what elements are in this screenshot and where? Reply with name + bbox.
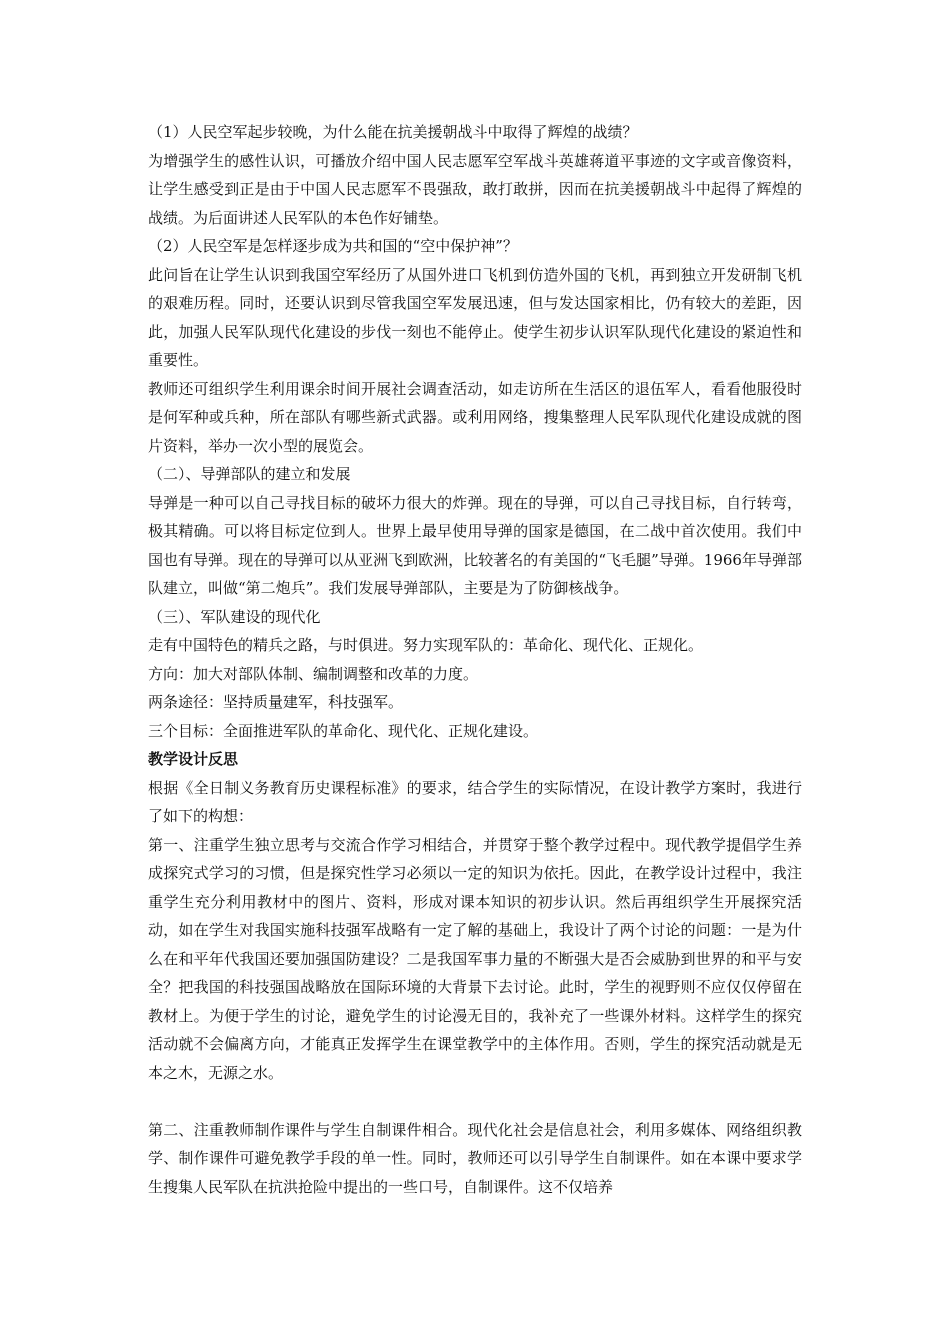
paragraph-air-force-question-2: （2）人民空军是怎样逐步成为共和国的“空中保护神”？ <box>148 237 518 255</box>
paragraph-teacher-activity: 教师还可组织学生利用课余时间开展社会调查活动，如走访所在生活区的退伍军人，看看他服役时是何军种或兵种，所在部队有哪些新式武器。或利用网络，搜集整理人民军队现代化建设成就的图片资料，举办一次小型的展览会。 <box>148 379 802 455</box>
paragraph-reflection-first: 第一、注重学生独立思考与交流合作学习相结合，并贯穿于整个教学过程中。现代教学提倡学生养成探究式学习的习惯，但是探究性学习必须以一定的知识为依托。因此，在教学设计过程中，我注重学生充分利用教材中的图片、资料，形成对课本知识的初步认识。然后再组织学生开展探究活动，如在学生对我国实施科技强军战略有一定了解的基础上，我设计了两个讨论的问题：一是为什么在和平年代我国还要加强国防建设？二是我国军事力量的不断强大是否会威胁到世界的和平与安全？把我国的科技强国战略放在国际环境的大背景下去讨论。此时，学生的视野则不应仅仅停留在教材上。为便于学生的讨论，避免学生的讨论漫无目的，我补充了一些课外材料。这样学生的探究活动就不会偏离方向，才能真正发挥学生在课堂教学中的主体作用。否则，学生的探究活动就是无本之木，无源之水。 <box>148 835 802 1082</box>
paragraph-reflection-intro: 根据《全日制义务教育历史课程标准》的要求，结合学生的实际情况，在设计教学方案时，我进行了如下的构想： <box>148 778 802 825</box>
reflection-heading: 教学设计反思 <box>148 750 239 768</box>
paragraph-direction: 方向：加大对部队体制、编制调整和改革的力度。 <box>148 664 479 683</box>
paragraph-air-force-answer-2: 此问旨在让学生认识到我国空军经历了从国外进口飞机到仿造外国的飞机，再到独立开发研制飞机的艰难历程。同时，还要认识到尽管我国空军发展迅速，但与发达国家相比，仍有较大的差距，因此，加强人民军队现代化建设的步伐一刻也不能停止。使学生初步认识军队现代化建设的紧迫性和重要性。 <box>148 265 802 369</box>
paragraph-elite-path: 走有中国特色的精兵之路，与时俱进。努力实现军队的：革命化、现代化、正规化。 <box>148 636 704 654</box>
paragraph-air-force-answer-1: 为增强学生的感性认识，可播放介绍中国人民志愿军空军战斗英雄蒋道平事迹的文字或音像资料，让学生感受到正是由于中国人民志愿军不畏强敌，敢打敢拼，因而在抗美援朝战斗中起得了辉煌的战绩。为后面讲述人民军队的本色作好铺垫。 <box>148 151 802 227</box>
paragraph-three-goals: 三个目标：全面推进军队的革命化、现代化、正规化建设。 <box>148 721 539 740</box>
paragraph-spacer <box>148 1087 802 1116</box>
paragraph-reflection-second: 第二、注重教师制作课件与学生自制课件相合。现代化社会是信息社会，利用多媒体、网络组织教学、制作课件可避免教学手段的单一性。同时，教师还可以引导学生自制课件。如在本课中要求学生搜集人民军队在抗洪抢险中提出的一些口号，自制课件。这不仅培养 <box>148 1120 802 1196</box>
paragraph-missile-forces: 导弹是一种可以自己寻找目标的破坏力很大的炸弹。现在的导弹，可以自己寻找目标，自行转弯，极其精确。可以将目标定位到人。世界上最早使用导弹的国家是德国，在二战中首次使用。我们中国也有导弹。现在的导弹可以从亚洲飞到欧洲，比较著名的有美国的“飞毛腿”导弹。1966年导弹部队建立，叫做“第二炮兵”。我们发展导弹部队，主要是为了防御核战争。 <box>148 493 802 597</box>
paragraph-two-ways: 两条途径：坚持质量建军，科技强军。 <box>148 693 404 711</box>
paragraph-air-force-question-1: （1）人民空军起步较晚，为什么能在抗美援朝战斗中取得了辉煌的战绩？ <box>148 123 638 141</box>
section-heading-missile-forces: （二）、导弹部队的建立和发展 <box>148 465 351 483</box>
section-heading-modernization: （三）、军队建设的现代化 <box>148 607 321 626</box>
